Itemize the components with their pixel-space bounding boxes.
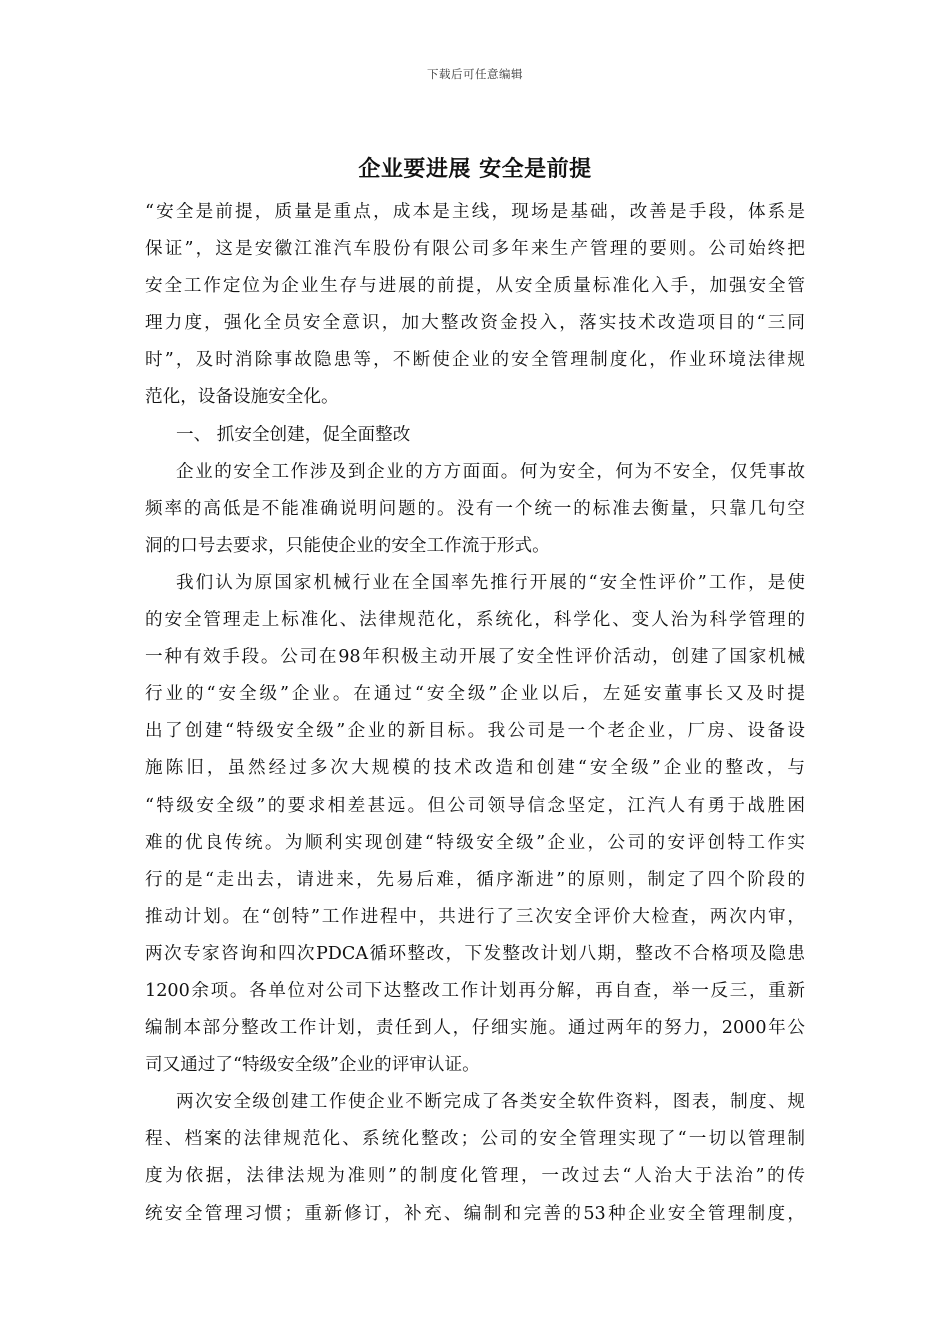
paragraph-line: 行的是“走出去，请进来，先易后难，循序渐进”的原则，制定了四个阶段的	[145, 869, 805, 890]
paragraph-line: “安全是前提，质量是重点，成本是主线，现场是基础，改善是手段，体系是	[145, 202, 805, 222]
paragraph-line: 两次专家咨询和四次PDCA循环整改，下发整改计划八期，整改不合格项及隐患	[145, 943, 805, 964]
header-note: 下载后可任意编辑	[427, 67, 523, 81]
paragraph-line: “特级安全级”的要求相差甚远。但公司领导信念坚定，江汽人有勇于战胜困	[145, 795, 805, 816]
paragraph-line: 统安全管理习惯；重新修订，补充、编制和完善的53种企业安全管理制度，	[145, 1203, 805, 1224]
paragraph-line: 安全工作定位为企业生存与进展的前提，从安全质量标准化入手，加强安全管	[145, 276, 805, 297]
paragraph-line: 的安全管理走上标准化、法律规范化，系统化，科学化、变人治为科学管理的	[145, 610, 805, 631]
paragraph-line: 保证”，这是安徽江淮汽车股份有限公司多年来生产管理的要则。公司始终把	[145, 239, 805, 260]
paragraph-line: 推动计划。在“创特”工作进程中，共进行了三次安全评价大检查，两次内审，	[145, 906, 805, 927]
paragraph-line: 频率的高低是不能准确说明问题的。没有一个统一的标准去衡量，只靠几句空	[145, 498, 805, 519]
paragraph-line: 我们认为原国家机械行业在全国率先推行开展的“安全性评价”工作，是使	[176, 572, 805, 593]
paragraph-line: 理力度，强化全员安全意识，加大整改资金投入，落实技术改造项目的“三同	[145, 313, 805, 334]
paragraph-line: 时”，及时消除事故隐患等，不断使企业的安全管理制度化，作业环境法律规	[145, 350, 805, 371]
paragraph-line: 洞的口号去要求，只能使企业的安全工作流于形式。	[145, 535, 550, 556]
document-title: 企业要进展 安全是前提	[358, 156, 592, 182]
document-body	[145, 194, 805, 1233]
paragraph-line: 出了创建“特级安全级”企业的新目标。我公司是一个老企业，厂房、设备设	[145, 721, 805, 742]
paragraph-line: 程、档案的法律规范化、系统化整改；公司的安全管理实现了“一切以管理制	[145, 1129, 805, 1150]
paragraph-line: 企业的安全工作涉及到企业的方方面面。何为安全，何为不安全，仅凭事故	[176, 461, 805, 482]
section-heading: 一、 抓安全创建，促全面整改	[176, 424, 411, 445]
paragraph-line: 编制本部分整改工作计划，责任到人，仔细实施。通过两年的努力，2000年公	[145, 1018, 805, 1039]
paragraph-line: 范化，设备设施安全化。	[145, 387, 339, 408]
paragraph-line: 度为依据，法律法规为准则”的制度化管理，一改过去“人治大于法治”的传	[145, 1166, 805, 1187]
paragraph-line: 司又通过了“特级安全级”企业的评审认证。	[145, 1055, 480, 1076]
paragraph-line: 行业的“安全级”企业。在通过“安全级”企业以后，左延安董事长又及时提	[145, 684, 805, 705]
paragraph-line: 施陈旧，虽然经过多次大规模的技术改造和创建“安全级”企业的整改，与	[145, 758, 805, 779]
paragraph-line: 一种有效手段。公司在98年积极主动开展了安全性评价活动，创建了国家机械	[145, 647, 805, 668]
paragraph-line: 两次安全级创建工作使企业不断完成了各类安全软件资料，图表，制度、规	[176, 1092, 805, 1113]
paragraph-line: 1200余项。各单位对公司下达整改工作计划再分解，再自查，举一反三，重新	[145, 980, 805, 1001]
paragraph-line: 难的优良传统。为顺利实现创建“特级安全级”企业，公司的安评创特工作实	[145, 832, 805, 853]
